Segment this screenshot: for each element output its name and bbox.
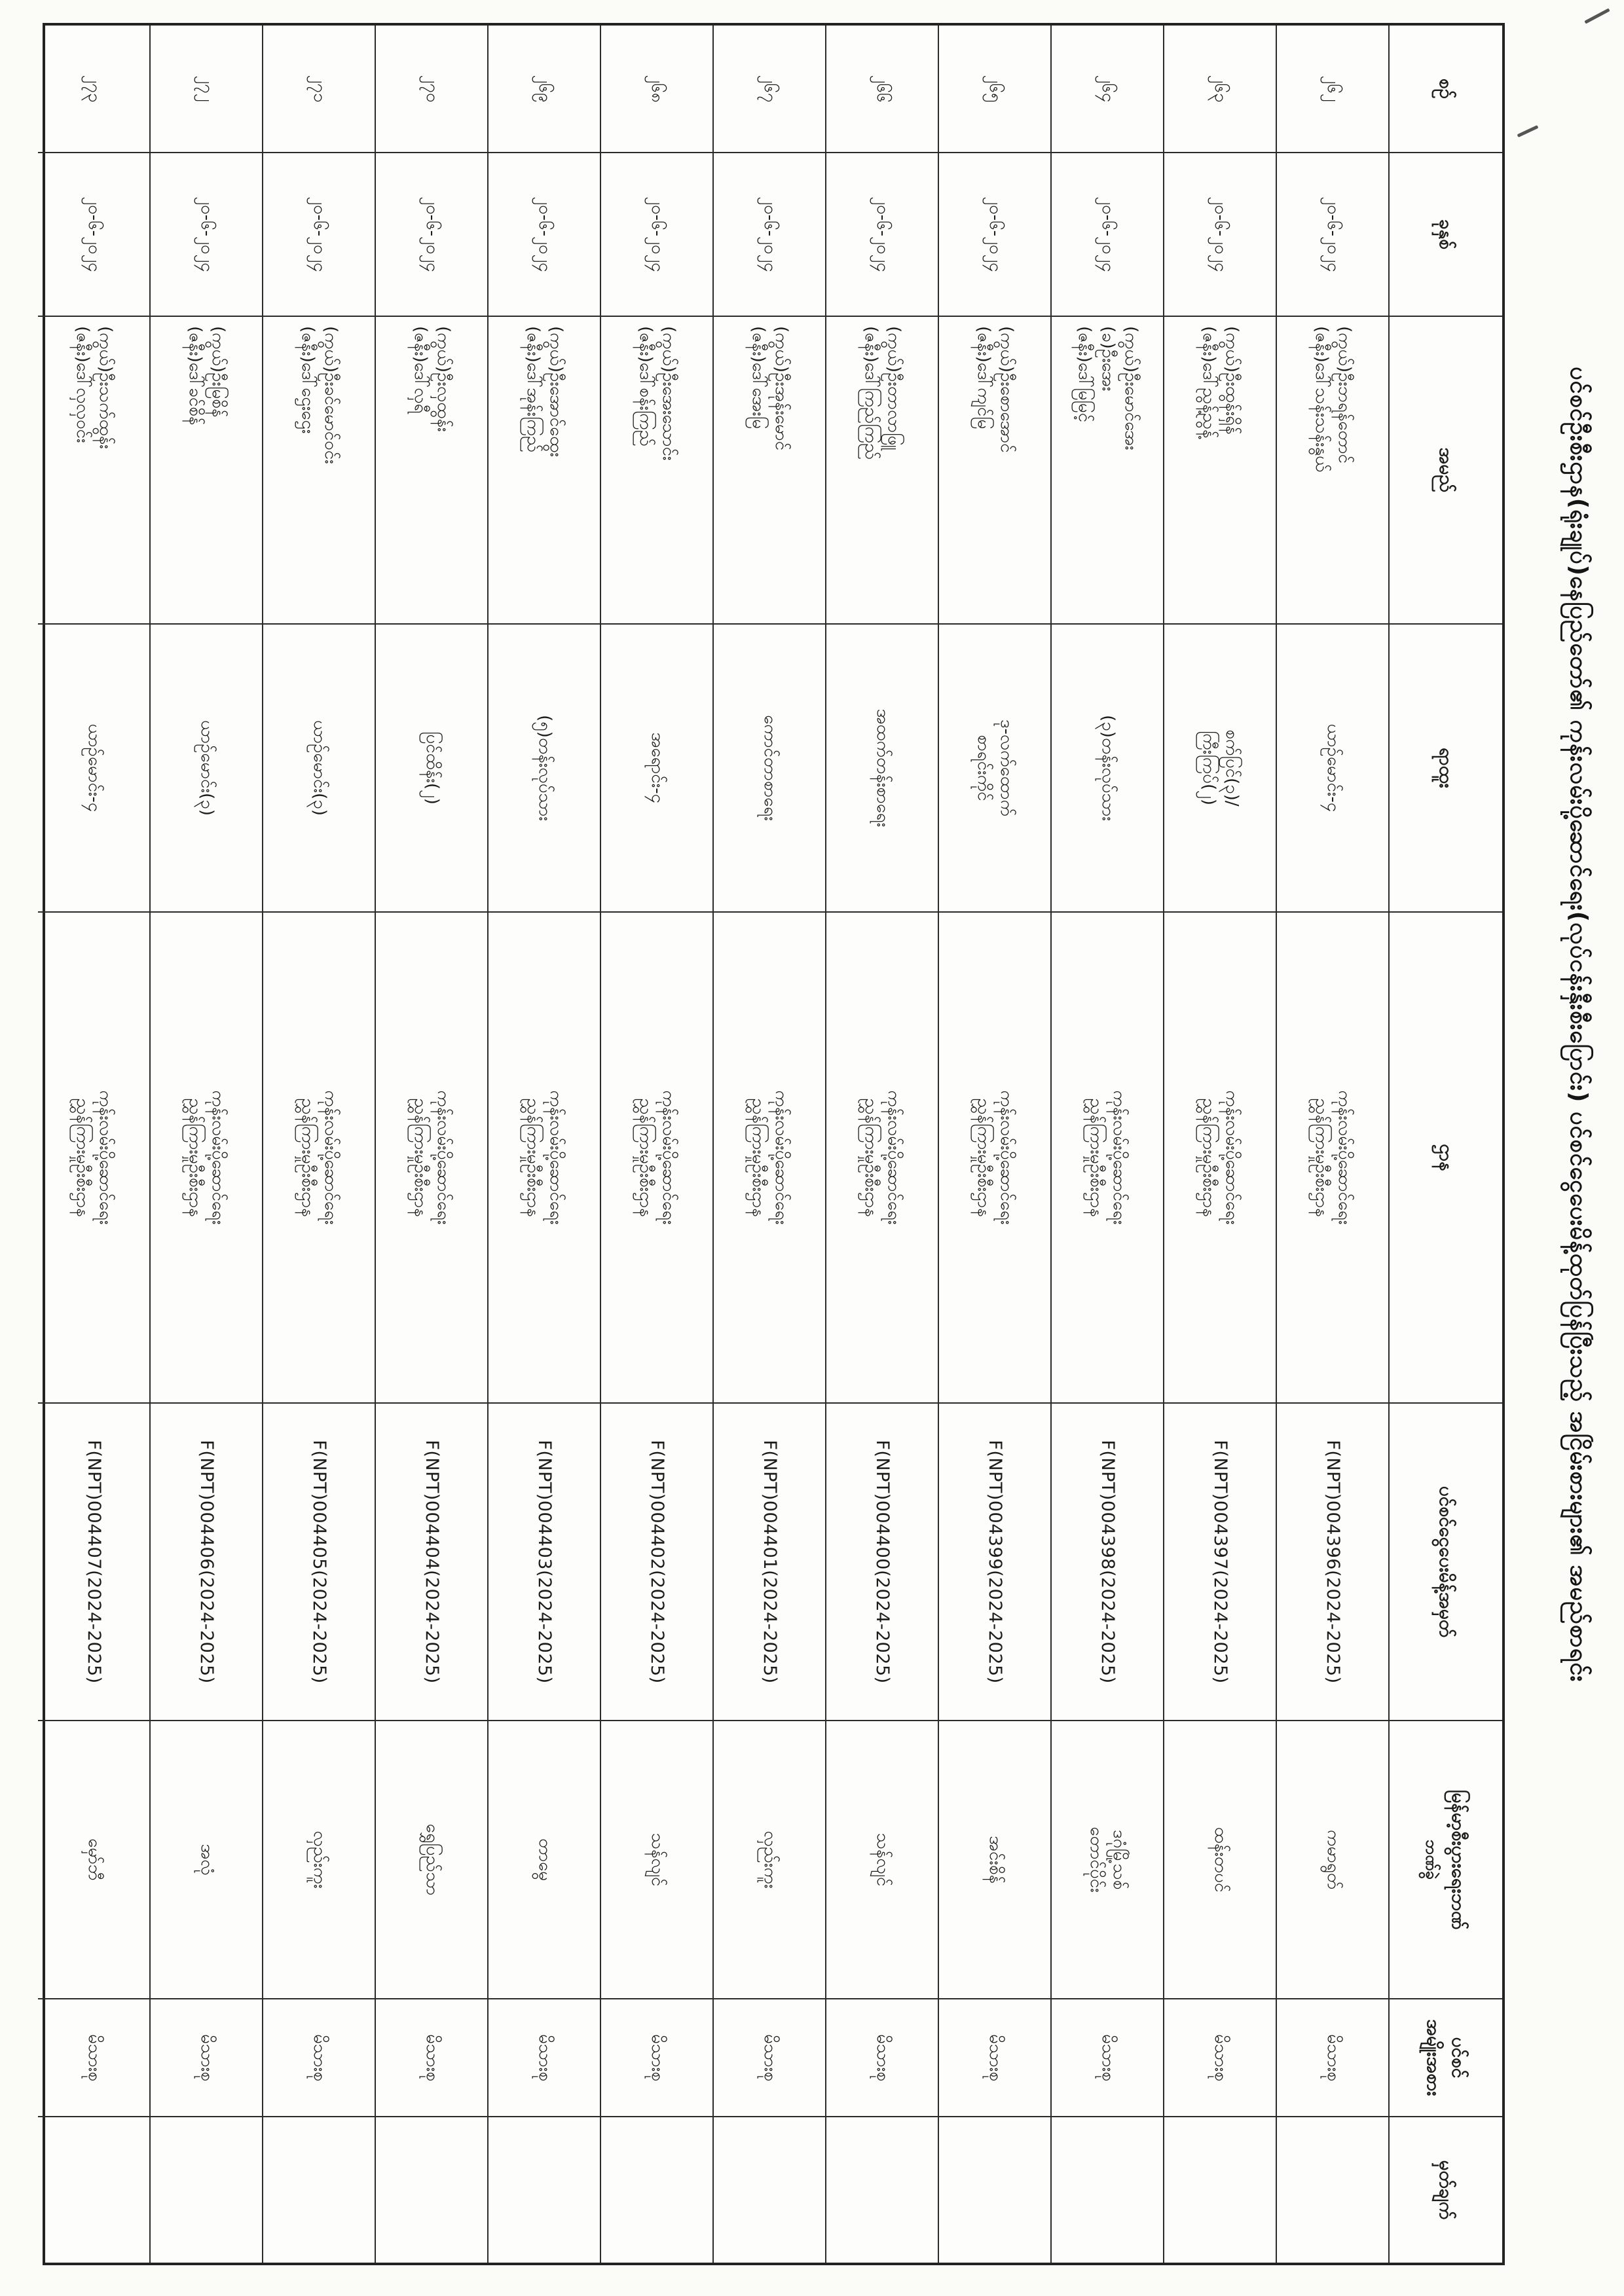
bank-branch-cell: ထန်းတပင် (1164, 1721, 1276, 1999)
remark-cell (38, 2117, 149, 2263)
department-cell: ကုန်းလမ်းပို့ဆောင်ရေး ညွှန်ကြားမှုဦးစီးဌာန (714, 913, 825, 1404)
table-row (38, 26, 149, 2263)
year-cell: ၂၀-၆-၂၀၂၄ (263, 153, 375, 317)
name-cell: (ကွယ်)ဦးအုန်းမောင် (ဇနီး)ဒေါ်အေးမြ (714, 317, 825, 625)
table-row (712, 26, 825, 2263)
remark-cell (1052, 2117, 1163, 2263)
table-row (487, 26, 600, 2263)
name-cell: (ကွယ်)ဦးအောင်ထွေး (ဇနီး)ဒေါ်အုန်းကြည် (489, 317, 600, 625)
header-year: ခုနှစ် (1390, 153, 1502, 317)
pension-order-number-cell: F(NPT)004401(2024-2025) (714, 1404, 825, 1721)
department-cell: ကုန်းလမ်းပို့ဆောင်ရေး ညွှန်ကြားမှုဦးစီးဌာန (826, 913, 938, 1404)
bank-branch-cell: သန်လျင် (826, 1721, 938, 1999)
pension-type-cell: မိသားစု (714, 1999, 825, 2117)
table-row (1276, 26, 1388, 2263)
department-cell: ကုန်းလမ်းပို့ဆောင်ရေး ညွှန်ကြားမှုဦးစီးဌာန (601, 913, 712, 1404)
year-cell: ၂၀-၆-၂၀၂၄ (939, 153, 1050, 317)
name-cell: (ကွယ်)ဦးမြစိန် (ဇနီး)ဒေါ်ခင်စိန် (151, 317, 262, 625)
year-cell: ၂၀-၆-၂၀၂၄ (38, 153, 149, 317)
bank-branch-cell: ရွှေပြည်သာ (376, 1721, 487, 1999)
header-pension-order-number: ပင်စင်ငွေပေးမိန့်အမှတ် (1390, 1404, 1502, 1721)
remark-cell (939, 2117, 1050, 2263)
header-pension-type (1390, 1999, 1502, 2117)
table-row (1050, 26, 1163, 2263)
bank-branch-cell: သန်လျင် (601, 1721, 712, 1999)
pension-type-cell: မိသားစု (38, 1999, 149, 2117)
serial-number-cell: ၂၆၈ (601, 26, 712, 153)
header-name: အမည် (1390, 317, 1502, 625)
pension-order-number-cell: F(NPT)004406(2024-2025) (151, 1404, 262, 1721)
position-cell: အရောင်း-၄ (601, 625, 712, 913)
year-cell: ၂၀-၆-၂၀၂၄ (1277, 153, 1388, 317)
name-cell: (ကွယ်)ဦးခင်မောင်ဝင်း (ဇနီး)ဒေါ်ဌေးဌေး (263, 317, 375, 625)
remark-cell (601, 2117, 712, 2263)
header-position: ရာထူး (1390, 625, 1502, 913)
pension-order-number-cell: F(NPT)004407(2024-2025) (38, 1404, 149, 1721)
header-type-line1: ပင်စင် (1447, 2037, 1469, 2079)
name-cell: (ကွယ်)ဦးလှထွန်း (ဇနီး)ဒေါ်လှရီ (376, 317, 487, 625)
pension-order-number-cell: F(NPT)004405(2024-2025) (263, 1404, 375, 1721)
header-bank-line1: မြန်မာ့စီးပွားရေးဘဏ် (1448, 1789, 1470, 1930)
remark-cell (489, 2117, 600, 2263)
page-title: ပင်စင်ဦးစီးဌာန(ရုံးချုပ်)နေပြည်တော်၏ ကုန်းလမ်းပို့ဆောင်ရေး(လုပ်ငန်းနှီးစီးပြောင်း) ပင်စင်ငွေပေးမိန့်ထုတ်ပြန်ပြီးသည့် အငြိမ်းစားများ၏ အမည်စာရင်း (1565, 367, 1592, 1683)
header-bank-line2: ဘဏ်ခွဲ (1422, 1840, 1441, 1880)
table-row (825, 26, 938, 2263)
pension-type-cell: မိသားစု (1164, 1999, 1276, 2117)
name-cell: (ကွယ်)ဦးဘရန်တောင် (ဇနီး)ဒေါ်သန်းသန်းနွယ် (1277, 317, 1388, 625)
serial-number-cell: ၂၆၅ (939, 26, 1050, 153)
remark-cell (714, 2117, 825, 2263)
pension-order-number-cell: F(NPT)004398(2024-2025) (1052, 1404, 1163, 1721)
pension-order-number-cell: F(NPT)004404(2024-2025) (376, 1404, 487, 1721)
name-cell: (ကွယ်)ဦးအေးသောင်း (ဇနီး)ဒေါ်စန်းကြည် (601, 317, 712, 625)
year-cell: ၂၀-၆-၂၀၂၄ (601, 153, 712, 317)
bank-branch-cell: အလုံ (151, 1721, 262, 1999)
year-cell: ၂၀-၆-၂၀၂၄ (489, 153, 600, 317)
pension-type-cell: မိသားစု (939, 1999, 1050, 2117)
name-cell: (ကွယ်)ဦးသက်ထွန်း (ဇနီး)ဒေါ်လှလှဝင်း (38, 317, 149, 625)
serial-number-cell: ၂၆၂ (1277, 26, 1388, 153)
bank-branch-cell: လှည်းကူး (714, 1721, 825, 1999)
pension-list-table (43, 23, 1505, 2265)
table-row (1163, 26, 1276, 2263)
department-cell: ကုန်းလမ်းပို့ဆောင်ရေး ညွှန်ကြားမှုဦးစီးဌာန (376, 913, 487, 1404)
year-cell: ၂၀-၆-၂၀၂၄ (376, 153, 487, 317)
pension-order-number-cell: F(NPT)004396(2024-2025) (1277, 1404, 1388, 1721)
bank-branch-cell: မှော်ဘီ (38, 1721, 149, 1999)
serial-number-cell: ၂၇၁ (263, 26, 375, 153)
position-cell: ဒု-လက်ထောက် စာရင်းကိုင် (939, 625, 1050, 913)
header-bank-branch (1390, 1721, 1502, 1999)
department-cell: ကုန်းလမ်းပို့ဆောင်ရေး ညွှန်ကြားမှုဦးစီးဌာန (38, 913, 149, 1404)
position-cell: ယာဉ်မောင်း(၃) (151, 625, 262, 913)
year-cell: ၂၀-၆-၂၀၂၄ (714, 153, 825, 317)
remark-cell (1164, 2117, 1276, 2263)
pension-type-cell: မိသားစု (263, 1999, 375, 2117)
position-cell: (၃)တန်းလုပ်သား (1052, 625, 1163, 913)
header-department: ဌာန (1390, 913, 1502, 1404)
table-row (149, 26, 262, 2263)
year-cell: ၂၀-၆-၂၀၂၄ (1164, 153, 1276, 317)
position-cell: ကောင်တာစာရေး (714, 625, 825, 913)
remark-cell (263, 2117, 375, 2263)
position-cell: ယာဉ်မောင်း(၃) (263, 625, 375, 913)
department-cell: ကုန်းလမ်းပို့ဆောင်ရေး ညွှန်ကြားမှုဦးစီးဌာန (263, 913, 375, 1404)
header-type-line2: အမျိုးအစား (1423, 2019, 1445, 2096)
bank-branch-cell: တာမွေ (489, 1721, 600, 1999)
bank-branch-cell: ဒဂုံမြို့သစ် တောင်ပိုင်း (1052, 1721, 1163, 1999)
pension-order-number-cell: F(NPT)004403(2024-2025) (489, 1404, 600, 1721)
header-serial: စဉ် (1390, 26, 1502, 153)
serial-number-cell: ၂၇၃ (38, 26, 149, 153)
table-row (600, 26, 712, 2263)
position-cell: ပြင်ထိန်း(၂) (376, 625, 487, 913)
serial-number-cell: ၂၆၉ (489, 26, 600, 153)
remark-cell (376, 2117, 487, 2263)
position-cell: စက်ပြင်(၃)/ ကြီးကြပ်(၂) (1164, 625, 1276, 913)
name-cell: (ကွယ်)ဦးထွန်းရှိန် (ဇနီး)ဒေါ်ညွန့်ညွန့် (1164, 317, 1276, 625)
position-cell: အထက်တန်းစာရေး (826, 625, 938, 913)
remark-cell (826, 2117, 938, 2263)
year-cell: ၂၀-၆-၂၀၂၄ (151, 153, 262, 317)
bank-branch-cell: လှည်းကူး (263, 1721, 375, 1999)
pension-type-cell: မိသားစု (826, 1999, 938, 2117)
name-cell: (ကွယ်)ဦးတာလာဖြူ (ဇနီး)ဒေါ်ကြည်ကြည် (826, 317, 938, 625)
department-cell: ကုန်းလမ်းပို့ဆောင်ရေး ညွှန်ကြားမှုဦးစီးဌာန (939, 913, 1050, 1404)
name-cell: (ကွယ်)ဦးစောအောင် (ဇနီး)ဒေါ်ကျင်မြ (939, 317, 1050, 625)
pension-type-cell: မိသားစု (601, 1999, 712, 2117)
remark-cell (151, 2117, 262, 2263)
table-row (262, 26, 375, 2263)
year-cell: ၂၀-၆-၂၀၂၄ (826, 153, 938, 317)
table-row (938, 26, 1050, 2263)
serial-number-cell: ၂၆၆ (826, 26, 938, 153)
serial-number-cell: ၂၇၂ (151, 26, 262, 153)
header-remark: မှတ်ချက် (1435, 2160, 1457, 2220)
serial-number-cell: ၂၆၃ (1164, 26, 1276, 153)
bank-branch-cell: အင်းစိန် (939, 1721, 1050, 1999)
table-row (375, 26, 487, 2263)
pension-type-cell: မိသားစု (1277, 1999, 1388, 2117)
department-cell: ကုန်းလမ်းပို့ဆောင်ရေး ညွှန်ကြားမှုဦးစီးဌာန (1052, 913, 1163, 1404)
pension-type-cell: မိသားစု (489, 1999, 600, 2117)
department-cell: ကုန်းလမ်းပို့ဆောင်ရေး ညွှန်ကြားမှုဦးစီးဌာန (1164, 913, 1276, 1404)
position-cell: (၅)တန်းလုပ်သား (489, 625, 600, 913)
table-header-row (1388, 26, 1502, 2263)
department-cell: ကုန်းလမ်းပို့ဆောင်ရေး ညွှန်ကြားမှုဦးစီးဌာန (151, 913, 262, 1404)
pension-order-number-cell: F(NPT)004399(2024-2025) (939, 1404, 1050, 1721)
serial-number-cell: ၂၆၄ (1052, 26, 1163, 153)
pension-order-number-cell: F(NPT)004400(2024-2025) (826, 1404, 938, 1721)
pension-type-cell: မိသားစု (1052, 1999, 1163, 2117)
department-cell: ကုန်းလမ်းပို့ဆောင်ရေး ညွှန်ကြားမှုဦးစီးဌာန (1277, 913, 1388, 1404)
pension-order-number-cell: F(NPT)004402(2024-2025) (601, 1404, 712, 1721)
pension-order-number-cell: F(NPT)004397(2024-2025) (1164, 1404, 1276, 1721)
name-cell: (ကွယ်)ဦးမောင်အေး (ခ)ဦးအေး (ဇနီး)ဒေါ်မြမြင့် (1052, 317, 1163, 625)
remark-cell (1277, 2117, 1388, 2263)
pension-type-cell: မိသားစု (151, 1999, 262, 2117)
year-cell: ၂၀-၆-၂၀၂၄ (1052, 153, 1163, 317)
department-cell: ကုန်းလမ်းပို့ဆောင်ရေး ညွှန်ကြားမှုဦးစီးဌာန (489, 913, 600, 1404)
pension-type-cell: မိသားစု (376, 1999, 487, 2117)
position-cell: ယာဉ်မောင်း-၄ (38, 625, 149, 913)
serial-number-cell: ၂၇၀ (376, 26, 487, 153)
bank-branch-cell: ကမာရွတ် (1277, 1721, 1388, 1999)
serial-number-cell: ၂၆၇ (714, 26, 825, 153)
position-cell: ယာဉ်မောင်း-၄ (1277, 625, 1388, 913)
